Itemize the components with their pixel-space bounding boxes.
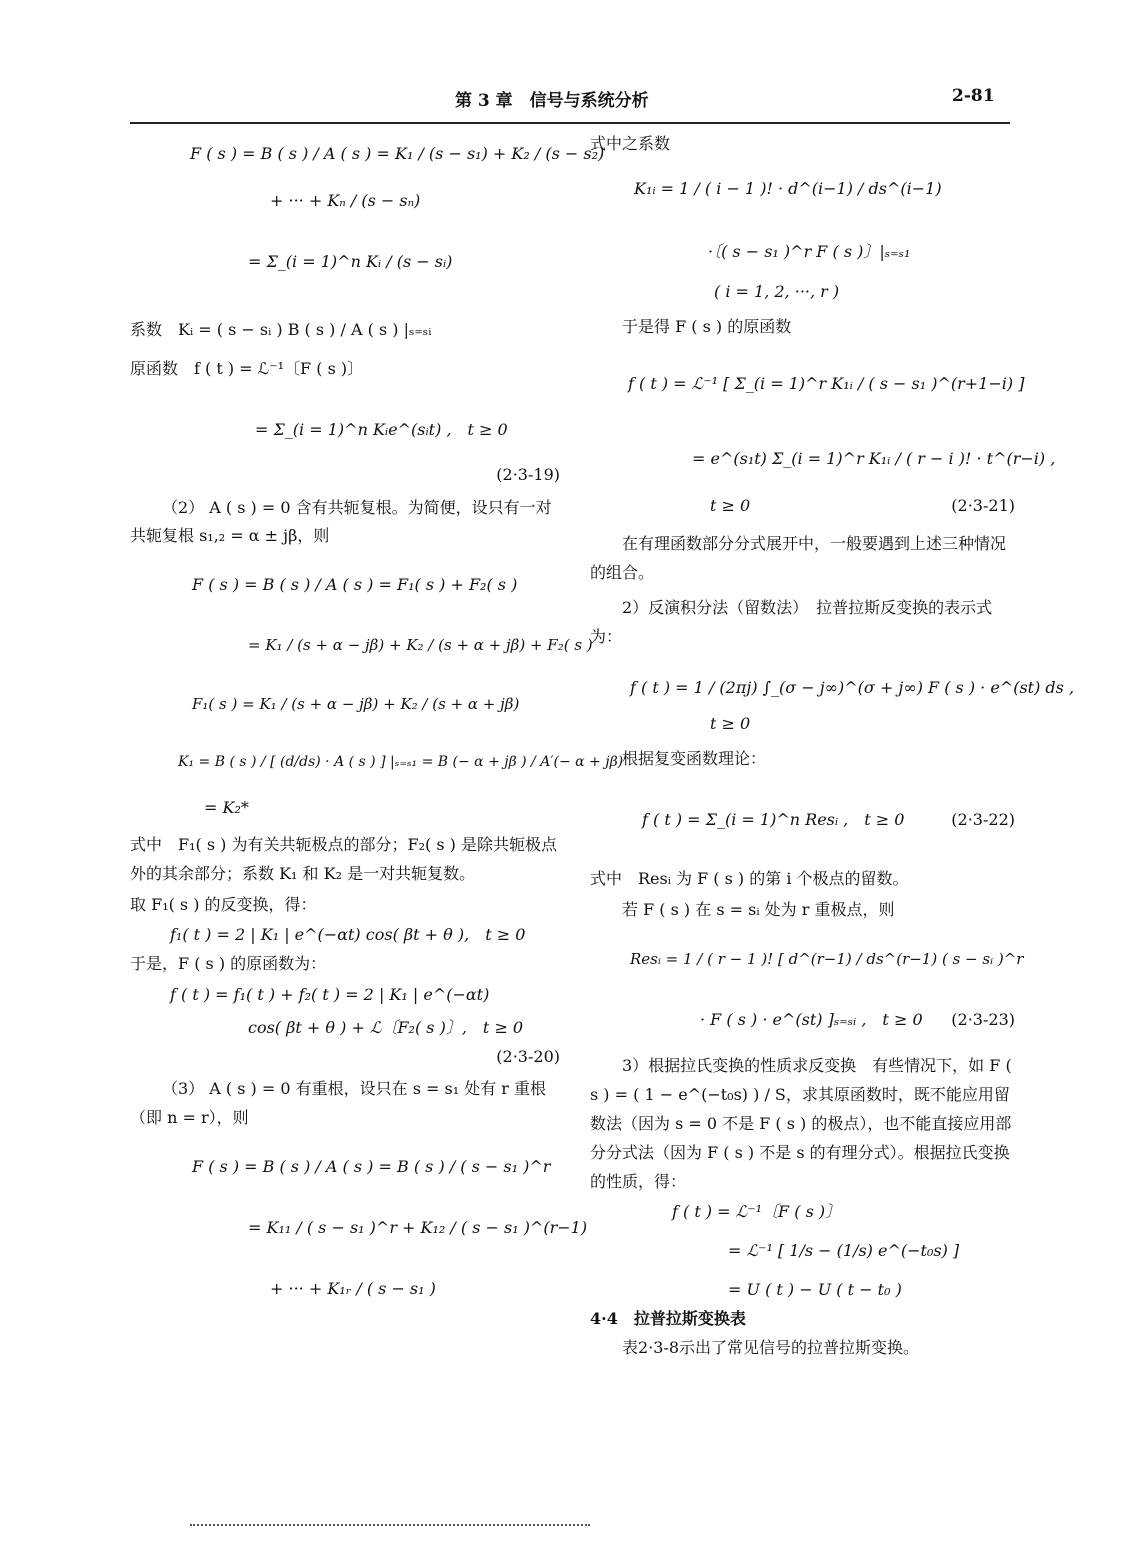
equation-line: f ( t ) = ℒ⁻¹ [ Σ_(i = 1)^r K₁ᵢ / ( s − s₁ )^(r+1−i) ] [628, 373, 1025, 393]
equation-line: t ≥ 0 [710, 714, 751, 734]
equation-number: (2·3-23) [951, 1009, 1015, 1029]
paragraph: 在有理函数部分分式展开中，一般要遇到上述三种情况的组合。 [590, 534, 1007, 583]
paragraph: （3） A ( s ) = 0 有重根，设只在 s = s₁ 处有 r 重根（即 n = r），则 [130, 1079, 547, 1128]
equation-line: F ( s ) = B ( s ) / A ( s ) = K₁ / (s − s₁) + K₂ / (s − s₂) [190, 144, 605, 163]
condition-text: t ≥ 0 [710, 495, 751, 515]
equation-number: (2·3-21) [951, 495, 1015, 515]
equation-line: f ( t ) = f₁( t ) + f₂( t ) = 2 | K₁ | e^(−αt) [170, 984, 490, 1004]
text-line: 系数 Kᵢ = ( s − sᵢ ) B ( s ) / A ( s ) |ₛ₌ₛᵢ [130, 320, 432, 340]
header-rule [130, 122, 1010, 124]
equation-line: f₁( t ) = 2 | K₁ | e^(−αt) cos( βt + θ ), t ≥ 0 [170, 925, 526, 945]
paragraph: 3）根据拉氏变换的性质求反变换 有些情况下，如 F ( s ) = ( 1 − e^(−t₀s) ) / S，求其原函数时，既不能应用留数法（因为 s = 0 不是 F ( s ) 的极点），也不能直接应用部分分式法（因为 F ( s ) 不是 s 的有理分式）。根据拉氏变换的性质，得： [590, 1056, 1012, 1191]
equation-line: K₁ = B ( s ) / [ (d/ds) · A ( s ) ] |ₛ₌ₛ₁ = B (− α + jβ ) / A′(− α + jβ) [178, 754, 624, 771]
page-number: 2-81 [952, 86, 995, 106]
text-line: 式中之系数 [590, 134, 671, 153]
equation-line: f ( t ) = 1 / (2πj) ∫_(σ − j∞)^(σ + j∞) F ( s ) · e^(st) ds , [630, 677, 1075, 697]
text-line: 于是，F ( s ) 的原函数为： [130, 954, 327, 974]
equation-line: = Σ_(i = 1)^n Kᵢ / (s − sᵢ) [248, 251, 453, 271]
text-line: 原函数 f ( t ) = ℒ⁻¹〔F ( s )〕 [130, 359, 364, 379]
equation-line: = U ( t ) − U ( t − t₀ ) [728, 1279, 902, 1299]
paragraph: （2） A ( s ) = 0 含有共轭复根。为简便，设只有一对共轭复根 s₁,₂ = α ± jβ，则 [130, 497, 552, 546]
equation-line: + ··· + K₁ᵣ / ( s − s₁ ) [270, 1278, 436, 1298]
text-line: 于是得 F ( s ) 的原函数 [622, 317, 792, 337]
text-line: 取 F₁( s ) 的反变换，得： [130, 894, 317, 914]
text-line: 根据复变函数理论： [622, 749, 767, 769]
paragraph: 式中 F₁( s ) 为有关共轭极点的部分；F₂( s ) 是除共轭极点外的其余部分；系数 K₁ 和 K₂ 是一对共轭复数。 [130, 834, 557, 883]
equation-line: = Σ_(i = 1)^n Kᵢe^(sᵢt) , t ≥ 0 [255, 419, 508, 439]
section-heading: 4·4 拉普拉斯变换表 [590, 1308, 746, 1328]
text-line: 若 F ( s ) 在 s = sᵢ 处为 r 重极点，则 [622, 899, 895, 919]
equation-line: = K₁₁ / ( s − s₁ )^r + K₁₂ / ( s − s₁ )^(r−1) [248, 1217, 588, 1237]
equation-line: cos( βt + θ ) + ℒ〔F₂( s )〕, t ≥ 0 [248, 1017, 524, 1037]
equation-line: ( i = 1, 2, ···, r ) [714, 282, 840, 302]
equation-line: = e^(s₁t) Σ_(i = 1)^r K₁ᵢ / ( r − i )! · t^(r−i) , [692, 448, 1056, 468]
equation-number: (2·3-19) [496, 464, 560, 484]
equation-line: K₁ᵢ = 1 / ( i − 1 )! · d^(i−1) / ds^(i−1) [634, 178, 942, 198]
running-header-chapter: 第 3 章 信号与系统分析 [455, 91, 649, 111]
equation-line [642, 808, 1015, 833]
equation-line: F₁( s ) = K₁ / (s + α − jβ) + K₂ / (s + α + jβ) [192, 695, 520, 714]
equation-number: (2·3-22) [951, 809, 1015, 829]
equation-line: F ( s ) = B ( s ) / A ( s ) = B ( s ) / ( s − s₁ )^r [192, 1156, 551, 1176]
equation-line: F ( s ) = B ( s ) / A ( s ) = F₁( s ) + F₂( s ) [192, 575, 518, 595]
equation-line: f ( t ) = ℒ⁻¹〔F ( s )〕 [672, 1202, 842, 1222]
paragraph: 2）反演积分法（留数法） 拉普拉斯反变换的表示式为： [590, 597, 993, 646]
text-line: 式中 Resᵢ 为 F ( s ) 的第 i 个极点的留数。 [590, 868, 909, 888]
equation-line [700, 1008, 1015, 1033]
equation-line: ·〔( s − s₁ )^r F ( s )〕|ₛ₌ₛ₁ [708, 241, 911, 261]
equation-line: = K₁ / (s + α − jβ) + K₂ / (s + α + jβ) + F₂( s ) [248, 635, 593, 654]
left-column [130, 132, 624, 1301]
equation-number: (2·3-20) [496, 1046, 560, 1066]
equation-body: f ( t ) = Σ_(i = 1)^n Resᵢ , t ≥ 0 [642, 809, 905, 829]
equation-line: Resᵢ = 1 / ( r − 1 )! [ d^(r−1) / ds^(r−1) ( s − sᵢ )^r [630, 950, 1024, 969]
equation-line: + ··· + Kₙ / (s − sₙ) [270, 190, 421, 210]
equation-line: = K₂* [204, 798, 249, 818]
equation-body: · F ( s ) · e^(st) ]ₛ₌ₛᵢ , t ≥ 0 [700, 1009, 923, 1029]
equation-line: = ℒ⁻¹ [ 1/s − (1/s) e^(−t₀s) ] [728, 1241, 960, 1261]
right-column [590, 132, 1075, 1360]
text-line: 表2·3-8示出了常见信号的拉普拉斯变换。 [622, 1337, 920, 1357]
footer-dotted-rule [190, 1524, 590, 1526]
equation-line [710, 494, 1015, 519]
